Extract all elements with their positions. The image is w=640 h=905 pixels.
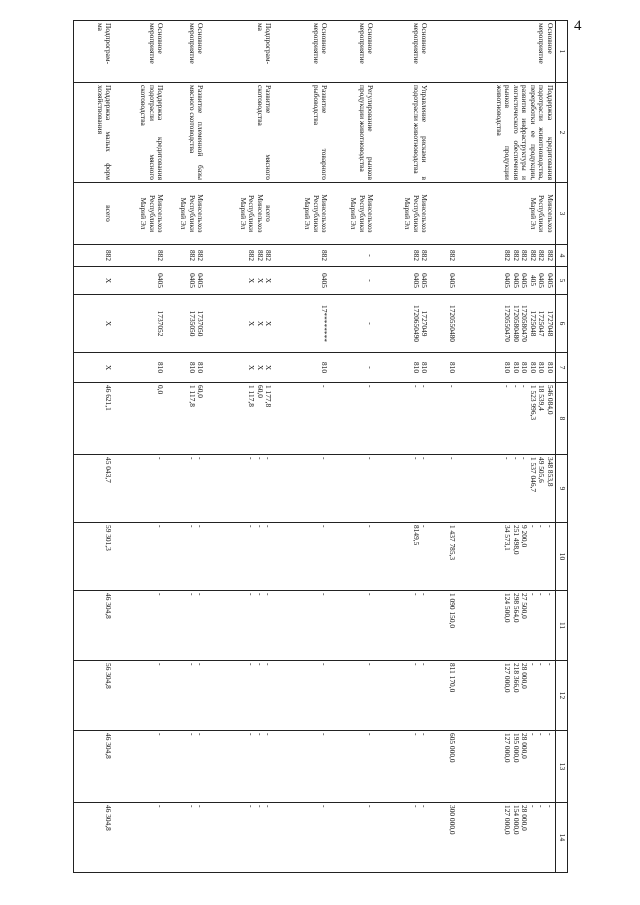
table-cell: 1727048 1725047 1725048 1720580470 1720580480 1720550470 <box>458 295 556 353</box>
table-cell: - <box>330 383 376 455</box>
table-cell: Развитие товарного рыбоводства <box>274 83 330 183</box>
table-cell <box>430 21 458 83</box>
column-header: 13 <box>556 731 568 803</box>
table-cell: Подпрограм- ма <box>206 21 274 83</box>
table-cell: - - <box>376 661 430 731</box>
table-cell: - - <box>166 455 206 523</box>
table-cell: Поддержка малых форм хозяйствования <box>74 83 114 183</box>
table-cell: X <box>74 353 114 383</box>
table-cell: 882 <box>74 245 114 267</box>
table-cell: 605 000,0 <box>430 731 458 803</box>
table-cell: 0405 <box>114 267 166 295</box>
table-cell: - - <box>376 731 430 803</box>
table-row <box>458 21 556 873</box>
table-cell: Развитие мясного скотоводства <box>206 83 274 183</box>
table-row <box>376 21 430 873</box>
table-cell: - - - 27 500,0 298 564,0 124 500,0 <box>458 591 556 661</box>
column-header: 8 <box>556 383 568 455</box>
table-cell: - <box>114 731 166 803</box>
table-cell: - - <box>166 731 206 803</box>
table-cell: Минсельхоз Республики Марий Эл <box>274 183 330 245</box>
table-cell: - - <box>166 523 206 591</box>
table-cell: всего Минсельхоз Республики Марий Эл <box>206 183 274 245</box>
table-cell: 60,0 1 117,8 <box>166 383 206 455</box>
table-cell: - - <box>376 455 430 523</box>
table-cell: Минсельхоз Республики Марий Эл <box>376 183 430 245</box>
table-cell: - <box>114 455 166 523</box>
table-cell: 811 170,0 <box>430 661 458 731</box>
table-cell: 46 304,8 <box>74 731 114 803</box>
table-cell: Минсельхоз Республики Марий Эл <box>114 183 166 245</box>
table-cell: - <box>114 803 166 873</box>
column-header: 5 <box>556 267 568 295</box>
table-cell: - - - <box>206 731 274 803</box>
table-cell: 1727049 1720650490 <box>376 295 430 353</box>
table-row <box>166 21 206 873</box>
column-header: 4 <box>556 245 568 267</box>
table-row <box>430 21 458 873</box>
table-cell: - - - <box>206 455 274 523</box>
table-cell: 882 882 <box>376 245 430 267</box>
column-header: 9 <box>556 455 568 523</box>
table-cell: 1 090 150,0 <box>430 591 458 661</box>
table-cell: всего <box>74 183 114 245</box>
table-cell: 0,0 <box>114 383 166 455</box>
table-cell: Подпрограм- ма <box>74 21 114 83</box>
table-cell: - - - <box>206 523 274 591</box>
table-cell: 300 000,0 <box>430 803 458 873</box>
table-cell: - <box>330 295 376 353</box>
table-cell: Основное мероприятие <box>166 21 206 83</box>
table-cell: 882 882 882 <box>206 245 274 267</box>
table-cell: - - <box>166 661 206 731</box>
table-cell: Минсельхоз Республики Марий Эл <box>166 183 206 245</box>
table-cell: 0405 0405 <box>166 267 206 295</box>
table-cell: 882 <box>430 245 458 267</box>
column-header: 7 <box>556 353 568 383</box>
table-cell: - <box>330 267 376 295</box>
column-header: 12 <box>556 661 568 731</box>
column-number-row <box>556 21 568 873</box>
table-cell: - - - 9 200,0 251 498,0 34 573,1 <box>458 523 556 591</box>
table-cell: 810 <box>274 353 330 383</box>
table-cell: Основное мероприятие <box>114 21 166 83</box>
table-cell: 1737052 <box>114 295 166 353</box>
table-row <box>330 21 376 873</box>
rotated-page <box>95 20 568 872</box>
table-cell: 45 043,7 <box>74 455 114 523</box>
table-cell: - <box>330 455 376 523</box>
table-cell: 882 <box>274 245 330 267</box>
table-cell: - <box>330 353 376 383</box>
table-cell: 810 <box>114 353 166 383</box>
table-cell: 46 304,8 <box>74 591 114 661</box>
table-cell: - <box>274 731 330 803</box>
table-cell: 46 621,1 <box>74 383 114 455</box>
table-cell: X X X <box>206 353 274 383</box>
column-header: 10 <box>556 523 568 591</box>
table-cell: - - - <box>206 661 274 731</box>
table-cell: 0405 <box>430 267 458 295</box>
table-cell: - <box>430 383 458 455</box>
column-header: 1 <box>556 21 568 83</box>
table-cell: 0405 0405 405 0405 0405 0405 <box>458 267 556 295</box>
table-cell <box>430 83 458 183</box>
budget-table <box>73 20 568 873</box>
page-number: 4 <box>574 18 582 34</box>
table-cell: 810 810 810 810 810 810 <box>458 353 556 383</box>
table-cell: Поддержка кредитования подотрасли мясного скотоводства <box>114 83 166 183</box>
table-cell: 348 853,8 49 505,6 1 537 046,7 - - - <box>458 455 556 523</box>
table-cell: - <box>330 803 376 873</box>
table-cell: - <box>430 455 458 523</box>
table-cell: - 8149,5 <box>376 523 430 591</box>
column-header: 14 <box>556 803 568 873</box>
table-row <box>274 21 330 873</box>
table-cell: - <box>274 383 330 455</box>
table-cell: - - <box>376 803 430 873</box>
table-cell: 0405 0405 <box>376 267 430 295</box>
table-cell: - <box>274 523 330 591</box>
table-cell: - <box>114 523 166 591</box>
table-cell: Минсельхоз Республики Марий Эл <box>330 183 376 245</box>
table-cell: Развитие племенной базы мясного скотоводства <box>166 83 206 183</box>
table-cell: - - - 28 000,0 195 000,0 127 000,0 <box>458 731 556 803</box>
table-cell: - - - <box>206 803 274 873</box>
table-cell: - - - <box>206 591 274 661</box>
table-cell: 0405 <box>274 267 330 295</box>
table-cell: - <box>274 661 330 731</box>
table-cell: Минсельхоз Республики Марий Эл <box>458 183 556 245</box>
table-row <box>206 21 274 873</box>
column-header: 3 <box>556 183 568 245</box>
column-header: 11 <box>556 591 568 661</box>
table-cell: - <box>274 803 330 873</box>
table-cell: X X X <box>206 295 274 353</box>
table-cell: - - <box>376 383 430 455</box>
table-cell: 810 810 <box>166 353 206 383</box>
table-cell: 1 177,8 60,0 1 117,8 <box>206 383 274 455</box>
table-cell: - <box>274 591 330 661</box>
table-cell: - <box>330 661 376 731</box>
table-cell: Основное мероприятие <box>274 21 330 83</box>
table-cell: Основное мероприятие <box>330 21 376 83</box>
table-cell <box>430 183 458 245</box>
table-cell: 59 301,3 <box>74 523 114 591</box>
table-cell: Основное мероприятие <box>376 21 430 83</box>
table-cell: - <box>330 591 376 661</box>
table-cell: 882 882 882 882 882 882 <box>458 245 556 267</box>
table-cell: 1 437 785,3 <box>430 523 458 591</box>
table-cell: 1737050 1735050 <box>166 295 206 353</box>
table-cell: 1720550480 <box>430 295 458 353</box>
table-cell: 56 304,8 <box>74 661 114 731</box>
table-cell: 46 304,8 <box>74 803 114 873</box>
table-cell: - - <box>166 591 206 661</box>
table-cell: 882 882 <box>166 245 206 267</box>
table-cell: - - - 28 000,0 218 366,0 127 000,0 <box>458 661 556 731</box>
table-cell: Поддержка кредитования подотрасли животноводства, переработки ее продукции, развития инфраструктуры и логистического обеспечения рынков продукции животноводства <box>458 83 556 183</box>
table-cell: - <box>330 245 376 267</box>
table-cell: X <box>74 267 114 295</box>
table-cell: X X X <box>206 267 274 295</box>
table-cell: 17******** <box>274 295 330 353</box>
table-cell: Регулирование рынков продукции животноводства <box>330 83 376 183</box>
table-cell: Управление рисками в подотрасли животноводства <box>376 83 430 183</box>
table-cell: X <box>74 295 114 353</box>
table-cell: Основное мероприятие <box>458 21 556 83</box>
column-header: 6 <box>556 295 568 353</box>
table-cell: 810 810 <box>376 353 430 383</box>
table-row <box>74 21 114 873</box>
table-cell: - - <box>166 803 206 873</box>
table-cell: 882 <box>114 245 166 267</box>
table-cell: 810 <box>430 353 458 383</box>
table-cell: - <box>330 731 376 803</box>
table-cell: 546 084,0 18 539,4 1 523 996,3 - - - <box>458 383 556 455</box>
table-cell: - - - 28 000,0 154 000,0 127 000,0 <box>458 803 556 873</box>
table-cell: - <box>114 661 166 731</box>
table-cell: - <box>330 523 376 591</box>
column-header: 2 <box>556 83 568 183</box>
table-cell: - - <box>376 591 430 661</box>
table-cell: - <box>114 591 166 661</box>
table-row <box>114 21 166 873</box>
table-cell: - <box>274 455 330 523</box>
